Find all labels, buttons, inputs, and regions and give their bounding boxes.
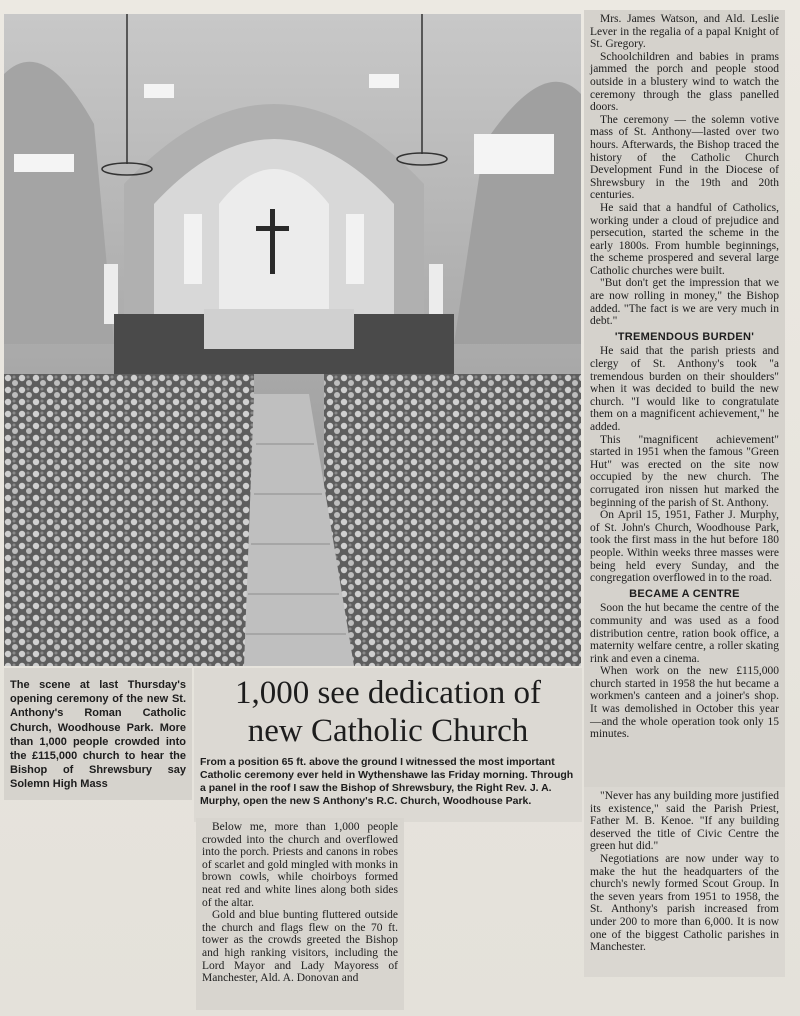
article-paragraph: Below me, more than 1,000 people crowded into the church and overflowed into the porch. Priests and canons in robes of scarlet and gold mingled with monks in brown cowls, while choirboys formed neat red and white lines along both sides of the altar. (202, 821, 398, 909)
article-paragraph: He said that a handful of Catholics, working under a cloud of prejudice and persecution, started the scheme in the early 1800s. From humble beginnings, the scheme prospered and several large Catholic churches were built. (590, 201, 779, 277)
article-paragraph: On April 15, 1951, Father J. Murphy, of St. John's Church, Woodhouse Park, took the first mass in the hut before 180 people. Within weeks three masses were being held every Sunday, and the congregation overflowed in to the road. (590, 509, 779, 585)
article-paragraph: Mrs. James Watson, and Ald. Leslie Lever in the regalia of a papal Knight of St. Gregory. (590, 13, 779, 51)
article-paragraph: Schoolchildren and babies in prams jammed the porch and people stood outside in a blustery wind to watch the ceremony through the glass panelled doors. (590, 50, 779, 114)
headline (194, 668, 582, 754)
subheading-became-a-centre: BECAME A CENTRE (629, 587, 740, 600)
subheading-tremendous-burden: 'TREMENDOUS BURDEN' (614, 330, 755, 343)
article-paragraph: Soon the hut became the centre of the community and was used as a food distribution centre, ration book office, a maternity welfare centre, a roller skating rink and even a cinema. (590, 602, 779, 665)
article-paragraph: He said that the parish priests and clergy of St. Anthony's took "a tremendous burden on their shoulders" when it was decided to build the new church. "I would like to congratulate them on a magnificent achievement," he added. (590, 345, 779, 433)
headline-line-2: new Catholic Church (247, 713, 529, 749)
article-paragraph: This "magnificent achievement" started in 1951 when the famous "Green Hut" was erected on the site now occupied by the new church. The corrugated iron nissen hut marked the beginning of the parish of St. Anthony. (590, 433, 779, 509)
article-paragraph: Gold and blue bunting fluttered outside the church and flags flew on the 70 ft. tower as the crowds greeted the Bishop and high ranking visitors, including the Lord Mayor and Lady Mayoress of Manchester, Ald. A. Donovan and (202, 909, 398, 985)
intro-text: From a position 65 ft. above the ground I witnessed the most important Catholic ceremony ever held in Wythenshawe las Friday morning. Through a panel in the roof I saw the Bishop of Shrewsbury, the Right Rev. J. A. Murphy, open the new S Anthony's R.C. Church, Woodhouse Park. (200, 756, 574, 807)
photo-caption-text: The scene at last Thursday's opening ceremony of the new St. Anthony's Roman Catholic Church, Woodhouse Park. More than 1,000 people crowded into the £115,000 church to hear the Bishop of Shrewsbury say Solemn High Mass (10, 679, 186, 791)
article-paragraph: The ceremony — the solemn votive mass of St. Anthony—lasted over two hours. Afterwards, the Bishop traced the history of the Catholic Church Development Fund in the Diocese of Shrewsbury in the 19th and 20th centuries. (590, 113, 779, 202)
church-interior-photo (4, 14, 581, 666)
photo-caption (4, 668, 192, 800)
article-paragraph: Negotiations are now under way to make the hut the headquarters of the church's newly formed Scout Group. In the seven years from 1951 to 1958, the St. Anthony's parish increased from under 200 to more than 6,000. It is now one of the biggest Catholic parishes in Manchester. (590, 852, 779, 954)
article-column-right (584, 10, 785, 787)
intro-paragraph (194, 754, 582, 822)
photo-illustration (4, 14, 581, 666)
article-paragraph: When work on the new £115,000 church started in 1958 the hut became a workmen's canteen and a joiner's shop. It was demolished in October this year—and the whole operation took only 15 minutes. (590, 665, 779, 741)
article-column-left (196, 818, 404, 1010)
article-column-right-continued (584, 787, 785, 977)
article-paragraph: "But don't get the impression that we are now rolling in money," the Bishop added. "The fact is we are very much in debt." (590, 277, 779, 328)
article-paragraph: "Never has any building more justified its existence," said the Parish Priest, Father M. B. Kenoe. "If any building deserved the title of Civic Centre the green hut did." (590, 790, 779, 853)
headline-line-1: 1,000 see dedication of (234, 675, 542, 711)
